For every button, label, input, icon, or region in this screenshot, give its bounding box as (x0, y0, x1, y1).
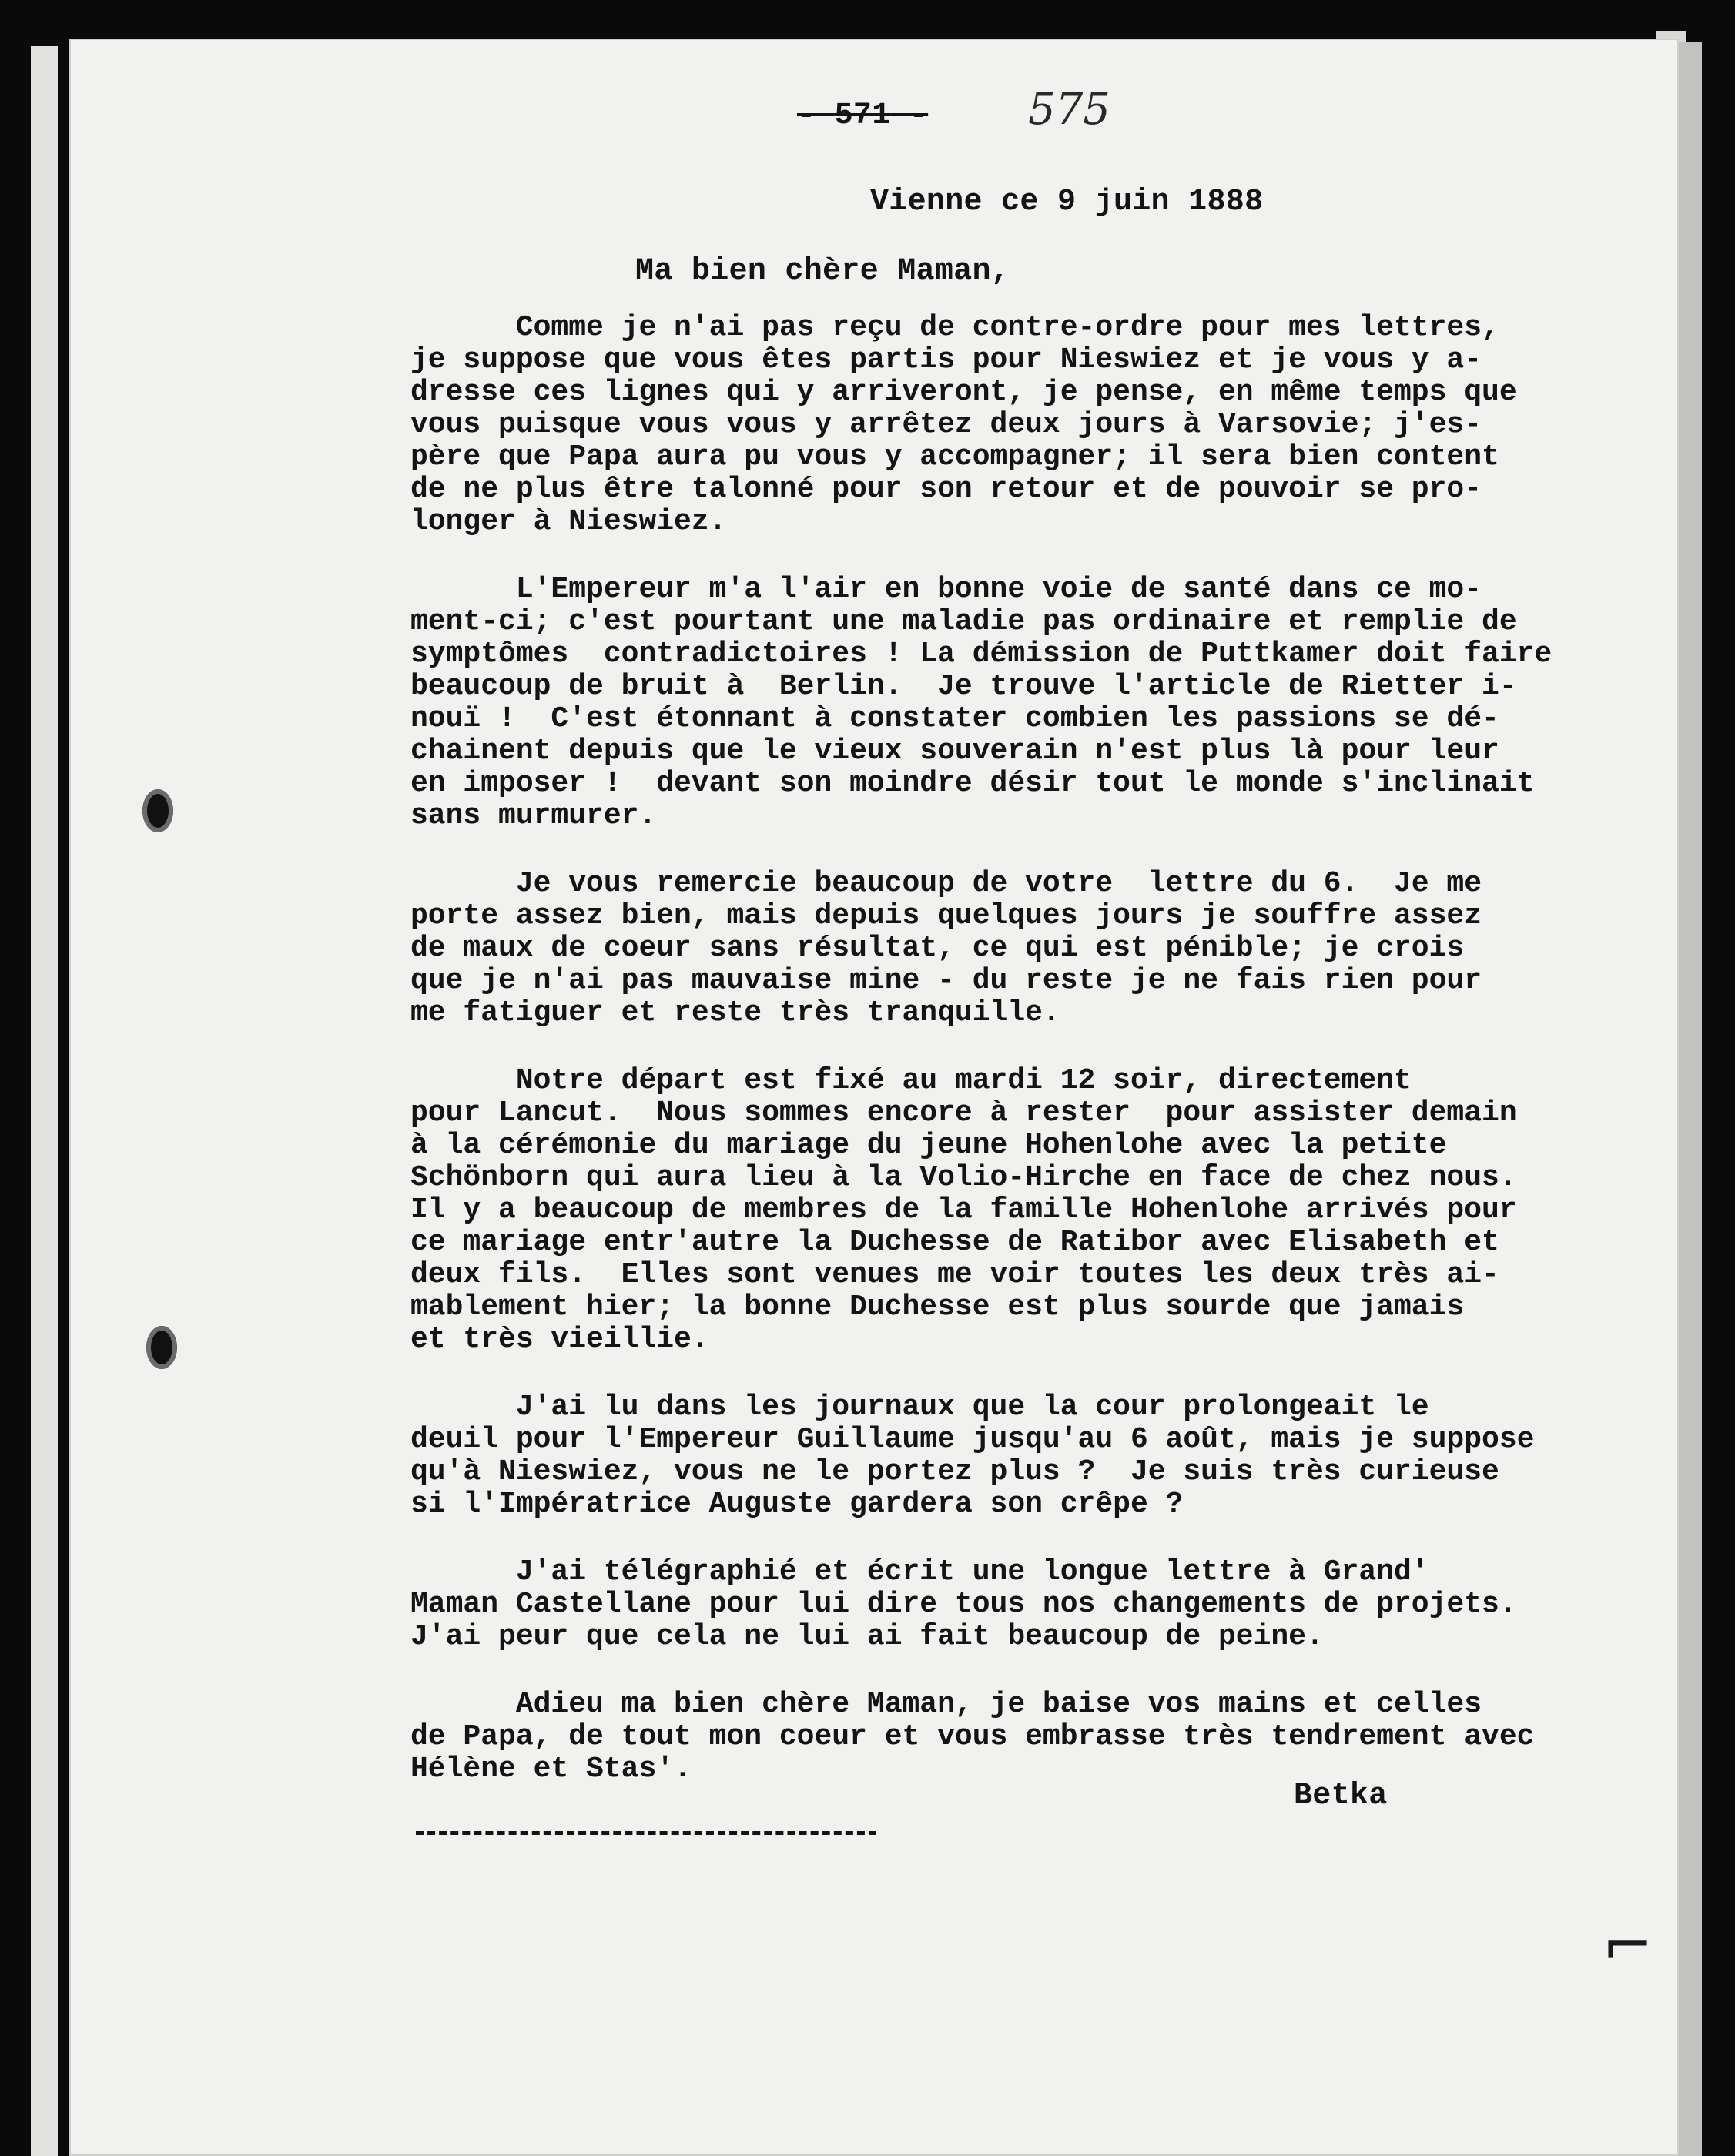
place-and-date: Vienne ce 9 juin 1888 (870, 185, 1264, 219)
text-line: L'Empereur m'a l'air en bonne voie de santé dans ce mo- (410, 573, 1482, 606)
text-line: si l'Impératrice Auguste gardera son crêpe ? (410, 1488, 1184, 1521)
text-line: Notre départ est fixé au mardi 12 soir, directement (410, 1064, 1412, 1097)
corner-bracket-mark: ⌐ (1602, 1910, 1654, 1981)
text-line: me fatiguer et reste très tranquille. (410, 996, 1060, 1029)
text-line: sans murmurer. (410, 799, 657, 832)
text-line: porte assez bien, mais depuis quelques jours je souffre assez (410, 899, 1482, 932)
text-line: je suppose que vous êtes partis pour Nieswiez et je vous y a- (410, 343, 1482, 377)
paragraph-5 (410, 1391, 1673, 1521)
text-line: J'ai lu dans les journaux que la cour prolongeait le (410, 1391, 1429, 1424)
text-line: J'ai télégraphié et écrit une longue lettre à Grand' (410, 1555, 1429, 1589)
text-line: beaucoup de bruit à Berlin. Je trouve l'article de Rietter i- (410, 670, 1517, 703)
text-line: deux fils. Elles sont venues me voir toutes les deux très ai- (410, 1258, 1499, 1291)
paragraph-2 (410, 574, 1673, 832)
text-line: mablement hier; la bonne Duchesse est plus sourde que jamais (410, 1291, 1465, 1324)
text-line: qu'à Nieswiez, vous ne le portez plus ? Je suis très curieuse (410, 1455, 1499, 1488)
text-line: vous puisque vous vous y arrêtez deux jours à Varsovie; j'es- (410, 408, 1482, 441)
letter-body (410, 312, 1673, 1821)
text-line: Comme je n'ai pas reçu de contre-ordre pour mes lettres, (410, 311, 1499, 344)
text-line: Adieu ma bien chère Maman, je baise vos mains et celles (410, 1688, 1482, 1721)
underlying-page-left (31, 46, 58, 2156)
text-line: Je vous remercie beaucoup de votre lettre du 6. Je me (410, 867, 1482, 900)
paragraph-4 (410, 1065, 1673, 1356)
text-line: longer à Nieswiez. (410, 505, 727, 538)
separator-rule (416, 1831, 876, 1835)
text-line: symptômes contradictoires ! La démission de Puttkamer doit faire (410, 638, 1552, 671)
text-line: père que Papa aura pu vous y accompagner; il sera bien content (410, 440, 1499, 474)
salutation: Ma bien chère Maman, (635, 254, 1010, 289)
underlying-page-edge (1679, 42, 1702, 2156)
paragraph-7 (410, 1689, 1673, 1786)
text-line: deuil pour l'Empereur Guillaume jusqu'au 6 août, mais je suppose (410, 1423, 1535, 1456)
signature: Betka (1294, 1779, 1388, 1813)
text-line: à la cérémonie du mariage du jeune Hohenlohe avec la petite (410, 1129, 1447, 1162)
text-line: Schönborn qui aura lieu à la Volio-Hirche en face de chez nous. (410, 1161, 1517, 1194)
typed-page-number: - 571 - (797, 99, 929, 133)
paragraph-1 (410, 312, 1673, 538)
text-line: Maman Castellane pour lui dire tous nos changements de projets. (410, 1588, 1517, 1621)
paragraph-6 (410, 1556, 1673, 1653)
text-line: J'ai peur que cela ne lui ai fait beaucoup de peine. (410, 1620, 1324, 1653)
text-line: chainent depuis que le vieux souverain n'est plus là pour leur (410, 735, 1499, 768)
handwritten-page-number: 575 (1028, 85, 1110, 135)
text-line: nouï ! C'est étonnant à constater combien les passions se dé- (410, 702, 1499, 735)
text-line: de Papa, de tout mon coeur et vous embrasse très tendrement avec (410, 1720, 1535, 1753)
text-line: ce mariage entr'autre la Duchesse de Ratibor avec Elisabeth et (410, 1226, 1499, 1259)
text-line: en imposer ! devant son moindre désir tout le monde s'inclinait (410, 767, 1535, 800)
text-line: et très vieillie. (410, 1323, 709, 1356)
paragraph-3 (410, 868, 1673, 1029)
text-line: Il y a beaucoup de membres de la famille Hohenlohe arrivés pour (410, 1194, 1517, 1227)
text-line: Hélène et Stas'. (410, 1753, 692, 1786)
text-line: dresse ces lignes qui y arriveront, je pense, en même temps que (410, 376, 1517, 409)
punch-hole-top (142, 789, 173, 832)
text-line: ment-ci; c'est pourtant une maladie pas ordinaire et remplie de (410, 605, 1517, 638)
text-line: pour Lancut. Nous sommes encore à rester pour assister demain (410, 1096, 1517, 1130)
text-line: de ne plus être talonné pour son retour et de pouvoir se pro- (410, 473, 1482, 506)
punch-hole-bottom (146, 1326, 177, 1369)
text-line: de maux de coeur sans résultat, ce qui est pénible; je crois (410, 932, 1465, 965)
text-line: que je n'ai pas mauvaise mine - du reste je ne fais rien pour (410, 964, 1482, 997)
